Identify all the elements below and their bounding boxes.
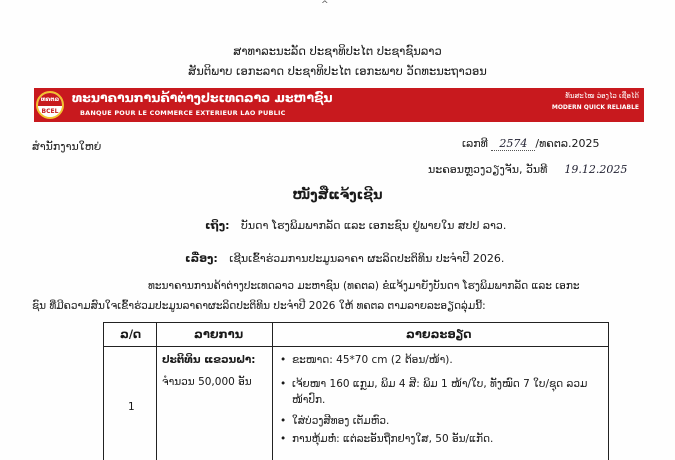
- body-paragraph-line2: ຊົນ ທີ່ມີຄວາມສົນໃຈເຂົ້າຮ່ວມປະມູນລາຄາຜະລິດປະຕິທິນ ປະຈຳປີ 2026 ໃຫ້ ທຄຕລ ຕາມລາຍລະອຽດລຸ່ມນີ້:: [32, 300, 486, 312]
- ref-suffix: /ທຄຕລ.2025: [535, 137, 600, 150]
- subject-text: ເຊີນເຂົ້າຮ່ວມການປະມູນລາຄາ ຜະລິດປະຕິທິນ ປະຈຳປີ 2026.: [229, 252, 505, 265]
- date-handwritten: 19.12.2025: [564, 163, 628, 176]
- body-paragraph-line1: ທະນາຄານການຄ້າຕ່າງປະເທດລາວ ມະຫາຊົນ (ທຄຕລ) ຂໍແຈ້ງມາຍັງບັນດາ ໂຮງພິມພາກລັດ ແລະ ເອກະ: [148, 280, 580, 292]
- logo-lao-text: ທຄຕລ: [38, 93, 62, 106]
- detail-item: • ການຫຸ້ມຫໍ່: ແຕ່ລະອັນຖືກຢາງໃສ, 50 ອັນ/ແກັດ.: [280, 433, 494, 445]
- state-motto-line1: ສາທາລະນະລັດ ປະຊາທິປະໄຕ ປະຊາຊົນລາວ: [233, 44, 442, 58]
- table-divider: [272, 323, 273, 460]
- header-details: ລາຍລະອຽດ: [406, 327, 472, 341]
- ref-number-handwritten: 2574: [491, 137, 535, 151]
- subject-line: [185, 252, 504, 265]
- bank-name-lao: ທະນາຄານການຄ້າຕ່າງປະເທດລາວ ມະຫາຊົນ: [72, 90, 333, 105]
- bcel-logo: [36, 91, 64, 119]
- detail-item: • ໃສ່ບ່ວງສີທອງ ເຕັມຫົວ.: [280, 415, 390, 427]
- place-date: [428, 163, 641, 176]
- state-motto-line2: ສັນຕິພາບ ເອກະລາດ ປະຊາທິປະໄຕ ເອກະພາບ ວັດທະນະຖາວອນ: [188, 64, 487, 78]
- place-date-prefix: ນະຄອນຫຼວງວຽງຈັນ, ວັນທີ: [428, 163, 548, 176]
- slogan-lao: ທັນສະໄໝ ວ່ອງໄວ ເຊື່ອໄດ້: [565, 92, 639, 100]
- top-mark: ^: [321, 0, 329, 10]
- bank-name-fr: BANQUE POUR LE COMMERCE EXTERIEUR LAO PUBLIC: [80, 109, 286, 117]
- detail-item: • ເຈ້ຍໜາ 160 ແກຼມ, ພິມ 4 ສີ: ພິມ 1 ໜ້າ/ໃບ, ທັງໝົດ 7 ໃບ/ຊຸດ ລວມ: [280, 378, 588, 390]
- specification-table: [103, 322, 609, 460]
- recipient-text: ບັນດາ ໂຮງພິມພາກລັດ ແລະ ເອກະຊົນ ຢູ່ພາຍໃນ ສປປ ລາວ.: [241, 219, 507, 232]
- header-item: ລາຍການ: [194, 327, 244, 341]
- header-no: ລ/ດ: [120, 327, 142, 341]
- ref-prefix: ເລກທີ: [462, 137, 488, 150]
- detail-item: • ຂະໜາດ: 45*70 cm (2 ຕ້ອນ/ໜ້າ).: [280, 354, 453, 366]
- table-divider: [156, 323, 157, 460]
- document-title: ໜັງສືແຈ້ງເຊີນ: [292, 188, 383, 203]
- detail-item-continuation: ໜ້າປົກ.: [292, 394, 326, 406]
- item-quantity: ຈຳນວນ 50,000 ອັນ: [162, 376, 252, 388]
- subject-label: ເລື່ອງ:: [185, 252, 218, 265]
- recipient-line: [205, 219, 506, 232]
- table-divider: [104, 346, 608, 347]
- recipient-label: ເຖິງ:: [205, 219, 230, 232]
- logo-en-text: BCEL: [38, 106, 62, 117]
- row-number: 1: [128, 401, 135, 413]
- office-name: ສຳນັກງານໃຫຍ່: [32, 140, 102, 153]
- slogan-en: MODERN QUICK RELIABLE: [551, 104, 639, 111]
- item-title: ປະຕິທິນ ແຂວນຝາ:: [162, 354, 256, 366]
- reference-number: [462, 137, 600, 151]
